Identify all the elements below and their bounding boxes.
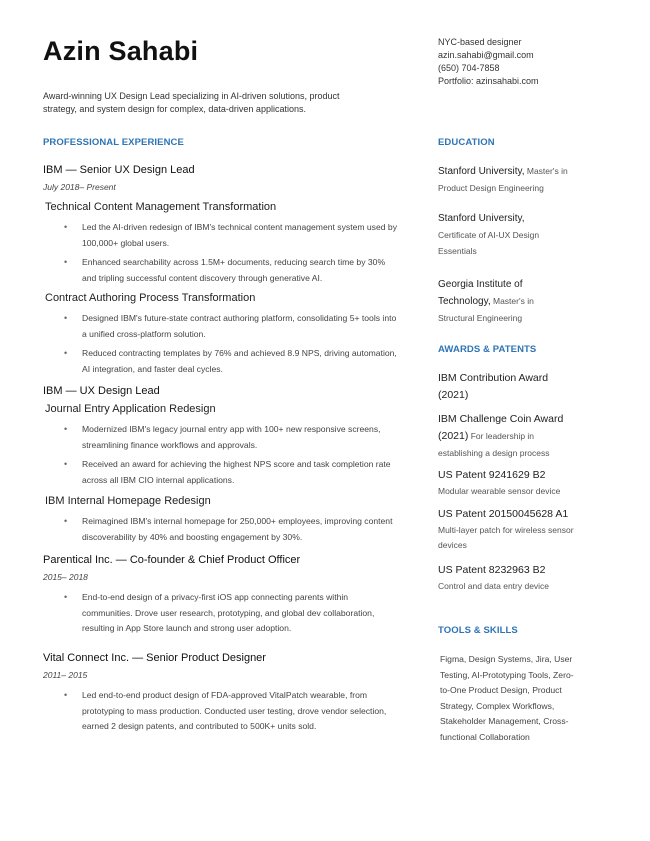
contact-block xyxy=(438,36,539,88)
job-title-ibm-lead: IBM — UX Design Lead xyxy=(43,385,160,397)
skills-list: Figma, Design Systems, Jira, User Testing, AI-Prototyping Tools, Zero-to-One Product Design, Product Strategy, Complex Workflows, Stakeholder Management, Cross-functional Collaboration xyxy=(440,654,574,742)
job-title-ibm-senior: IBM — Senior UX Design Lead xyxy=(43,164,195,176)
bullet-list xyxy=(82,514,400,545)
patent-desc: Multi-layer patch for wireless sensor devices xyxy=(438,525,574,550)
project-title: IBM Internal Homepage Redesign xyxy=(45,495,211,507)
list-item: • Received an award for achieving the highest NPS score and task completion rate across all IBM CIO internal applications. xyxy=(82,457,400,488)
job-dates-parentical: 2015– 2018 xyxy=(43,572,88,582)
bullet-list xyxy=(82,422,400,488)
award-title: IBM Challenge Coin Award (2021) xyxy=(438,413,564,442)
education-school: Stanford University, xyxy=(438,213,525,224)
job-title-parentical: Parentical Inc. — Co-founder & Chief Product Officer xyxy=(43,554,301,566)
patent-title: US Patent 8232963 B2 xyxy=(438,564,546,576)
award-desc: For leadership in establishing a design process xyxy=(438,431,550,458)
job-dates-vital-connect: 2011– 2015 xyxy=(43,670,88,680)
patent-item xyxy=(438,562,588,594)
education-heading: EDUCATION xyxy=(438,137,495,148)
award-item xyxy=(438,370,568,404)
bullet-list xyxy=(82,688,400,735)
education-school: Georgia Institute of Technology, xyxy=(438,279,523,307)
skills-heading: TOOLS & SKILLS xyxy=(438,625,518,636)
contact-location: NYC-based designer xyxy=(438,37,522,47)
list-item: • Modernized IBM's legacy journal entry app with 100+ new responsive screens, streamlining finance workflows and approvals. xyxy=(82,422,400,453)
award-title: IBM Contribution Award (2021) xyxy=(438,372,549,401)
patent-item xyxy=(438,467,588,499)
job-title-vital-connect: Vital Connect Inc. — Senior Product Designer xyxy=(43,652,266,664)
project-title: Technical Content Management Transformation xyxy=(45,201,277,213)
project-title: Contract Authoring Process Transformation xyxy=(45,292,256,304)
contact-portfolio[interactable]: Portfolio: azinsahabi.com xyxy=(438,76,539,86)
contact-email[interactable]: azin.sahabi@gmail.com xyxy=(438,50,534,60)
patent-item xyxy=(438,506,578,553)
awards-heading: AWARDS & PATENTS xyxy=(438,344,537,355)
patent-desc: Control and data entry device xyxy=(438,581,550,591)
bullet-list xyxy=(82,311,400,377)
list-item: • Led the AI-driven redesign of IBM's technical content management system used by 100,000+ global users. xyxy=(82,220,400,251)
experience-heading: PROFESSIONAL EXPERIENCE xyxy=(43,137,184,148)
patent-desc: Modular wearable sensor device xyxy=(438,486,561,496)
list-item: • Reduced contracting templates by 76% and achieved 8.9 NPS, driving automation, AI integration, and faster deal cycles. xyxy=(82,346,400,377)
contact-phone[interactable]: (650) 704-7858 xyxy=(438,63,500,73)
bullet-list xyxy=(82,590,400,637)
education-degree: Master's in Structural Engineering xyxy=(438,296,534,323)
bullet-list xyxy=(82,220,400,286)
list-item: • Designed IBM's future-state contract authoring platform, consolidating 5+ tools into a unified cross-platform solution. xyxy=(82,311,400,342)
list-item: • Led end-to-end product design of FDA-approved VitalPatch wearable, from prototyping to mass production. Conducted user testing, drove vendor selection, earned 2 design patents, and contributed to 500K+ units sold. xyxy=(82,688,400,735)
project-title: Journal Entry Application Redesign xyxy=(45,403,216,415)
education-degree: Certificate of AI-UX Design Essentials xyxy=(438,230,540,256)
award-item xyxy=(438,411,573,462)
education-item xyxy=(438,163,578,197)
list-item: • End-to-end design of a privacy-first iOS app connecting parents within communities. Drove user research, prototyping, and global dev collaboration, resulting in App Store launch and strong user adoption. xyxy=(82,590,400,637)
education-item xyxy=(438,277,553,327)
resume-name: Azin Sahabi xyxy=(43,36,199,66)
patent-title: US Patent 9241629 B2 xyxy=(438,469,546,481)
job-dates-ibm-senior: July 2018– Present xyxy=(43,182,116,192)
education-school: Stanford University, xyxy=(438,166,525,177)
education-degree: Master's in Product Design Engineering xyxy=(438,166,568,193)
list-item: • Reimagined IBM's internal homepage for 250,000+ employees, improving content discoverability by 40% and boosting engagement by 30%. xyxy=(82,514,400,545)
patent-title: US Patent 20150045628 A1 xyxy=(438,508,569,520)
summary: Award-winning UX Design Lead specializing in AI-driven solutions, product strategy, and system design for complex, data-driven applications. xyxy=(43,91,340,114)
education-item xyxy=(438,211,573,259)
list-item: • Enhanced searchability across 1.5M+ documents, reducing search time by 30% and tripling successful content discovery through generative AI. xyxy=(82,255,400,286)
